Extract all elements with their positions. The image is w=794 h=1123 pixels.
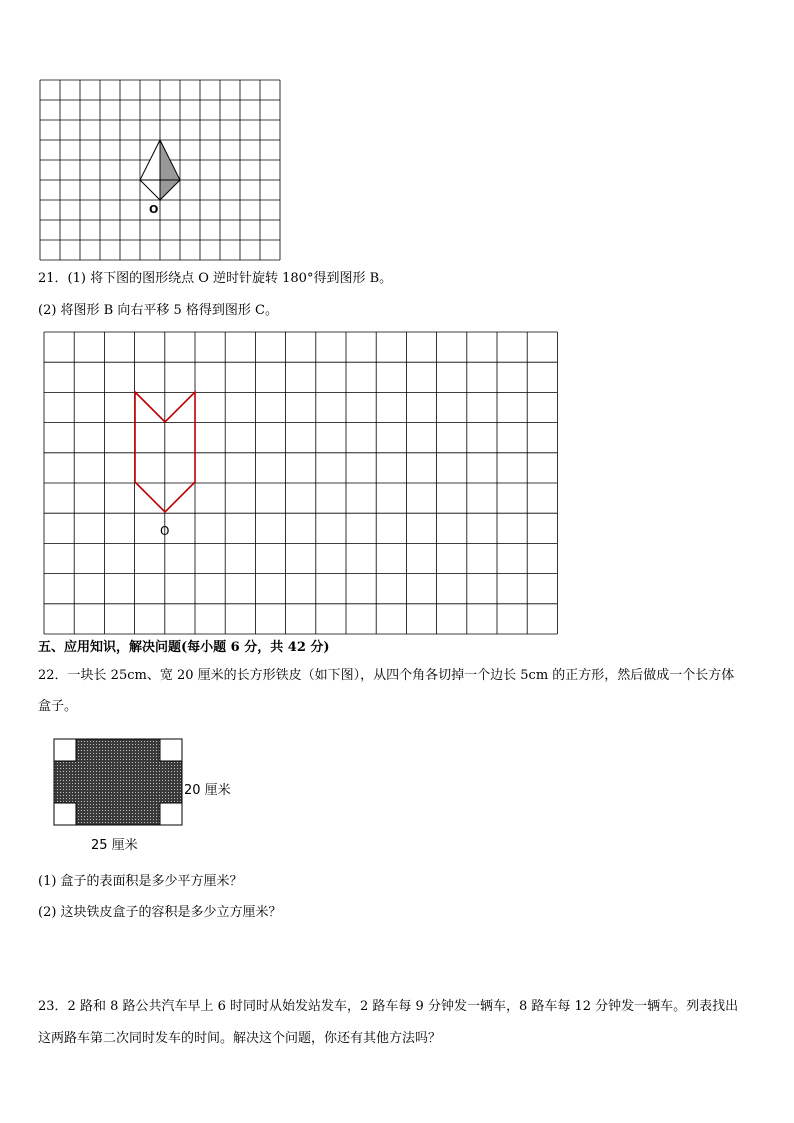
q23-line2: 这两路车第二次同时发车的时间。解决这个问题，你还有其他方法吗？ [38, 1031, 442, 1046]
corner-square-bl [54, 803, 76, 825]
corner-square-tl [54, 739, 76, 761]
width-label: 20 厘米 [184, 783, 231, 798]
corner-square-br [160, 803, 182, 825]
q22-sub2: (2) 这块铁皮盒子的容积是多少立方厘米？ [38, 905, 282, 920]
q21-line2: (2) 将图形 B 向右平移 5 格得到图形 C。 [38, 303, 278, 318]
q22-line1: 22．一块长 25cm、宽 20 厘米的长方形铁皮（如下图），从四个角各切掉一个边长 5cm 的正方形，然后做成一个长方体 [38, 668, 735, 683]
q21-line1: 21．(1) 将下图的图形绕点 O 逆时针旋转 180°得到图形 B。 [38, 271, 393, 286]
section5-heading: 五、应用知识，解决问题(每小题 6 分，共 42 分) [38, 640, 330, 655]
figure1-point-label: O [149, 203, 159, 216]
q22-line2: 盒子。 [38, 699, 78, 714]
figure2-point-label: O [160, 524, 170, 538]
length-label: 25 厘米 [91, 838, 138, 853]
q23-line1: 23．2 路和 8 路公共汽车早上 6 时同时从始发站发车，2 路车每 9 分钟发一辆车，8 路车每 12 分钟发一辆车。列表找出 [38, 999, 739, 1014]
corner-square-tr [160, 739, 182, 761]
q22-sub1: (1) 盒子的表面积是多少平方厘米？ [38, 874, 243, 889]
